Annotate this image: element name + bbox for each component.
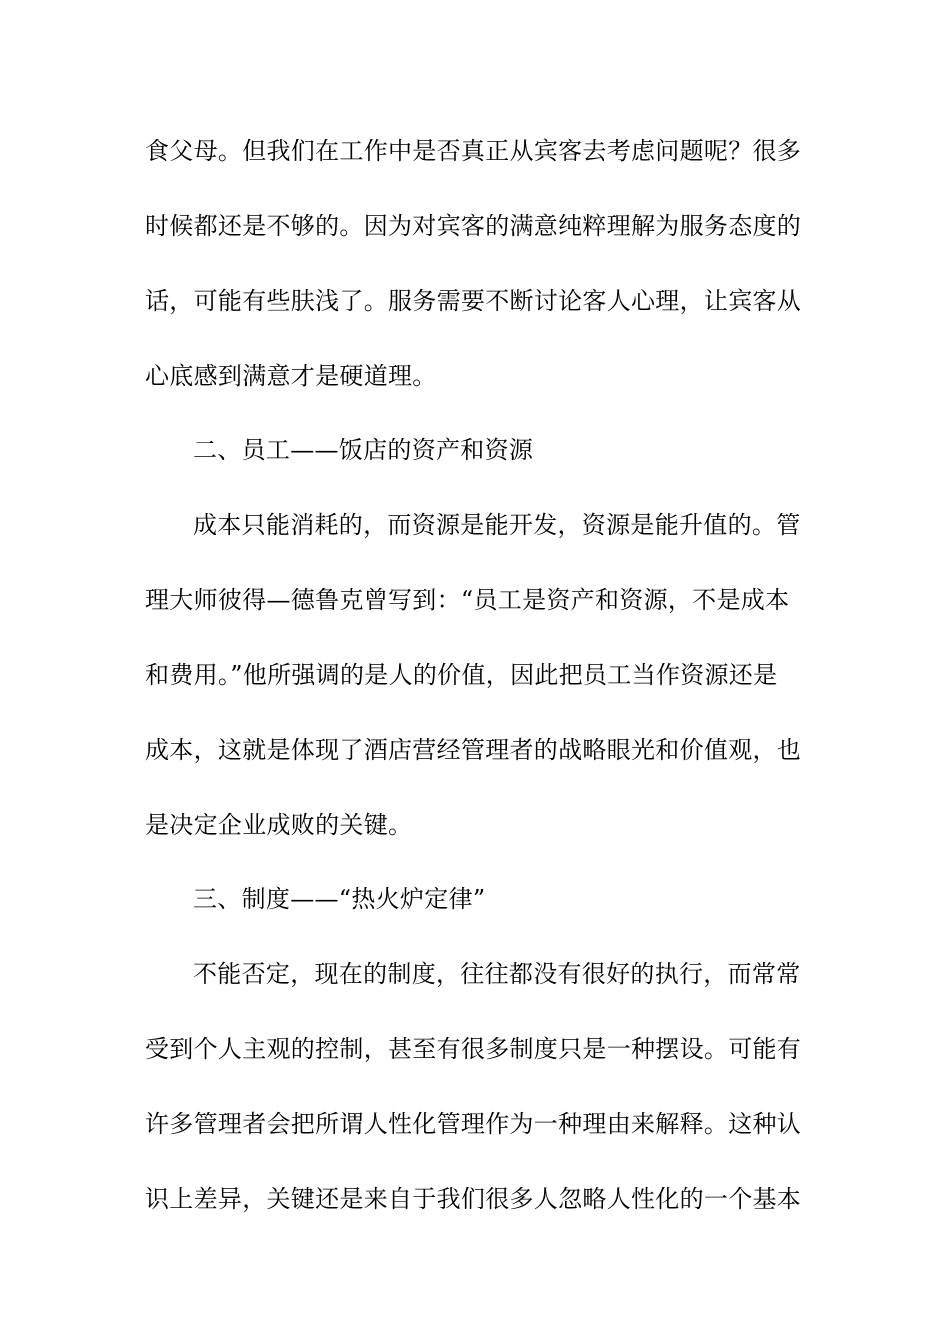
paragraph-line: 受到个人主观的控制，甚至有很多制度只是一种摆设。可能有	[145, 1035, 802, 1063]
paragraph-line: 和费用。”他所强调的是人的价值，因此把员工当作资源还是	[145, 661, 778, 689]
paragraph-line: 是决定企业成败的关键。	[145, 811, 413, 839]
section-heading: 三、制度——“热火炉定律”	[193, 885, 486, 913]
section-heading: 二、员工——饭店的资产和资源	[193, 436, 534, 464]
paragraph-line: 不能否定，现在的制度，往往都没有很好的执行，而常常	[193, 960, 801, 988]
paragraph-line: 理大师彼得—德鲁克曾写到：“员工是资产和资源，不是成本	[145, 586, 790, 614]
paragraph-line: 心底感到满意才是硬道理。	[145, 362, 437, 390]
paragraph-line: 话，可能有些肤浅了。服务需要不断讨论客人心理，让宾客从	[145, 287, 802, 315]
paragraph-line: 许多管理者会把所谓人性化管理作为一种理由来解释。这种认	[145, 1110, 802, 1138]
paragraph-line: 识上差异，关键还是来自于我们很多人忽略人性化的一个基本	[145, 1185, 802, 1213]
paragraph-line: 成本只能消耗的，而资源是能开发，资源是能升值的。管	[193, 511, 801, 539]
paragraph-line: 时候都还是不够的。因为对宾客的满意纯粹理解为服务态度的	[145, 212, 802, 240]
paragraph-line: 成本，这就是体现了酒店营经管理者的战略眼光和价值观，也	[145, 736, 802, 764]
paragraph-line: 食父母。但我们在工作中是否真正从宾客去考虑问题呢？很多	[145, 137, 802, 165]
